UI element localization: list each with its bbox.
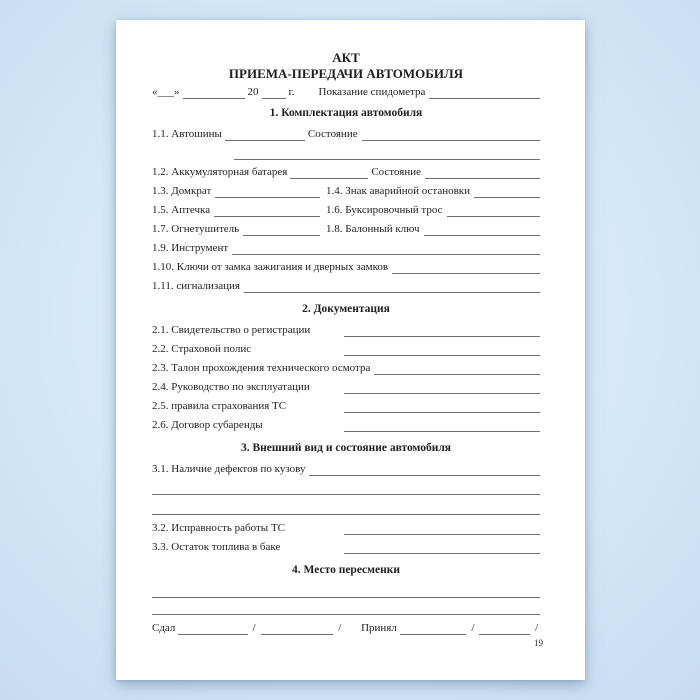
form-cell-1-4 <box>326 185 540 198</box>
blank-line <box>214 205 320 217</box>
field-label-3-1: 3.1. Наличие дефектов по кузову <box>152 463 306 475</box>
blank-line-full <box>152 602 540 615</box>
field-label-2-5: 2.5. правила страхования ТС <box>152 400 287 412</box>
field-label-2-4: 2.4. Руководство по эксплуатации <box>152 381 310 393</box>
form-row-3-2 <box>152 522 540 535</box>
section3-title: 3. Внешний вид и состояние автомобиля <box>240 442 451 454</box>
blank-line <box>234 148 540 160</box>
blank-line <box>225 129 305 141</box>
blank-line <box>243 224 320 236</box>
blank-line-full <box>152 482 540 495</box>
received-label: Принял <box>361 622 397 634</box>
form-row-1-5-1-6 <box>152 204 540 217</box>
slash-separator: / <box>338 622 342 634</box>
form-cell-1-7 <box>152 223 320 236</box>
blank-line <box>344 401 540 413</box>
blank-line <box>344 523 540 535</box>
date-month-blank <box>183 87 245 99</box>
form-row-2-6 <box>152 419 540 432</box>
form-row-1-7-1-8 <box>152 223 540 236</box>
field-label-1-10: 1.10. Ключи от замка зажигания и дверных замков <box>152 261 389 273</box>
field-label-2-3: 2.3. Талон прохождения технического осмотра <box>152 362 371 374</box>
form-row-1-1 <box>152 128 540 141</box>
form-row-3-3 <box>152 541 540 554</box>
field-label-1-7: 1.7. Огнетушитель <box>152 223 240 235</box>
blank-line <box>344 542 540 554</box>
field-label-1-9: 1.9. Инструмент <box>152 242 229 254</box>
date-year-blank <box>262 87 286 99</box>
date-row <box>152 86 540 99</box>
blank-line <box>424 224 541 236</box>
blank-line <box>362 129 540 141</box>
form-row-1-3-1-4 <box>152 185 540 198</box>
field-label-1-8: 1.8. Балонный ключ <box>326 223 420 235</box>
signature-row <box>152 622 540 635</box>
field-label-1-2: 1.2. Аккумуляторная батарея <box>152 166 288 178</box>
blank-line <box>374 363 540 375</box>
form-row-2-4 <box>152 381 540 394</box>
field-label-1-1: 1.1. Автошины <box>152 128 222 140</box>
form-row-1-2 <box>152 166 540 179</box>
field-label-1-2-state: Состояние <box>371 166 421 178</box>
form-row-1-10 <box>152 261 540 274</box>
field-label-1-11: 1.11. сигнализация <box>152 280 240 292</box>
speedometer-blank <box>429 87 540 99</box>
form-row-1-9 <box>152 242 540 255</box>
slash-separator: / <box>471 622 475 634</box>
speedometer-label: Показание спидометра <box>318 86 426 98</box>
field-label-1-1-state: Состояние <box>307 128 358 140</box>
form-row-2-3 <box>152 362 540 375</box>
blank-line <box>290 167 368 179</box>
field-label-1-4: 1.4. Знак аварийной остановки <box>326 185 471 197</box>
form-row-2-2 <box>152 343 540 356</box>
form-row-2-1 <box>152 324 540 337</box>
date-year-prefix: 20 <box>247 86 259 98</box>
blank-line <box>215 186 320 198</box>
form-cell-1-3 <box>152 185 320 198</box>
field-label-3-2: 3.2. Исправность работы ТС <box>152 522 285 534</box>
blank-line <box>447 205 540 217</box>
field-label-2-1: 2.1. Свидетельство о регистрации <box>152 324 311 336</box>
blank-line <box>392 262 540 274</box>
form-row-1-1-continuation <box>152 147 540 160</box>
blank-line <box>244 281 540 293</box>
form-cell-1-8 <box>326 223 540 236</box>
blank-line-full <box>152 502 540 515</box>
blank-line <box>344 325 540 337</box>
document-page <box>116 20 585 680</box>
field-label-2-6: 2.6. Договор субаренды <box>152 419 263 431</box>
blank-line <box>425 167 540 179</box>
form-row-2-5 <box>152 400 540 413</box>
field-label-1-5: 1.5. Аптечка <box>152 204 211 216</box>
form-cell-1-5 <box>152 204 320 217</box>
field-label-1-6: 1.6. Буксировочный трос <box>326 204 443 216</box>
blank-line <box>344 382 540 394</box>
section2-title: 2. Документация <box>302 303 390 315</box>
slash-separator: / <box>534 622 539 634</box>
field-label-1-3: 1.3. Домкрат <box>152 185 212 197</box>
blank-line <box>474 186 540 198</box>
page-number: 19 <box>534 638 543 648</box>
signature-blank <box>479 623 530 635</box>
section4-title: 4. Место пересменки <box>292 564 400 576</box>
form-row-3-1 <box>152 463 540 476</box>
date-day-quotes: «___» <box>152 86 180 98</box>
blank-line <box>344 344 540 356</box>
blank-line <box>232 243 540 255</box>
signature-blank <box>261 623 334 635</box>
form-row-1-11 <box>152 280 540 293</box>
blank-line-full <box>152 585 540 598</box>
section1-title: 1. Комплектация автомобиля <box>269 107 423 119</box>
document-title-line2: ПРИЕМА-ПЕРЕДАЧИ АВТОМОБИЛЯ <box>228 66 464 81</box>
blank-line <box>344 420 540 432</box>
field-label-3-3: 3.3. Остаток топлива в баке <box>152 541 281 553</box>
document-title-line1: АКТ <box>332 50 360 65</box>
handed-over-label: Сдал <box>152 622 176 634</box>
field-label-2-2: 2.2. Страховой полис <box>152 343 252 355</box>
signature-blank <box>400 623 466 635</box>
signature-blank <box>178 623 247 635</box>
date-year-suffix: г. <box>288 86 295 98</box>
slash-separator: / <box>252 622 256 634</box>
blank-line <box>309 464 540 476</box>
form-cell-1-6 <box>326 204 540 217</box>
